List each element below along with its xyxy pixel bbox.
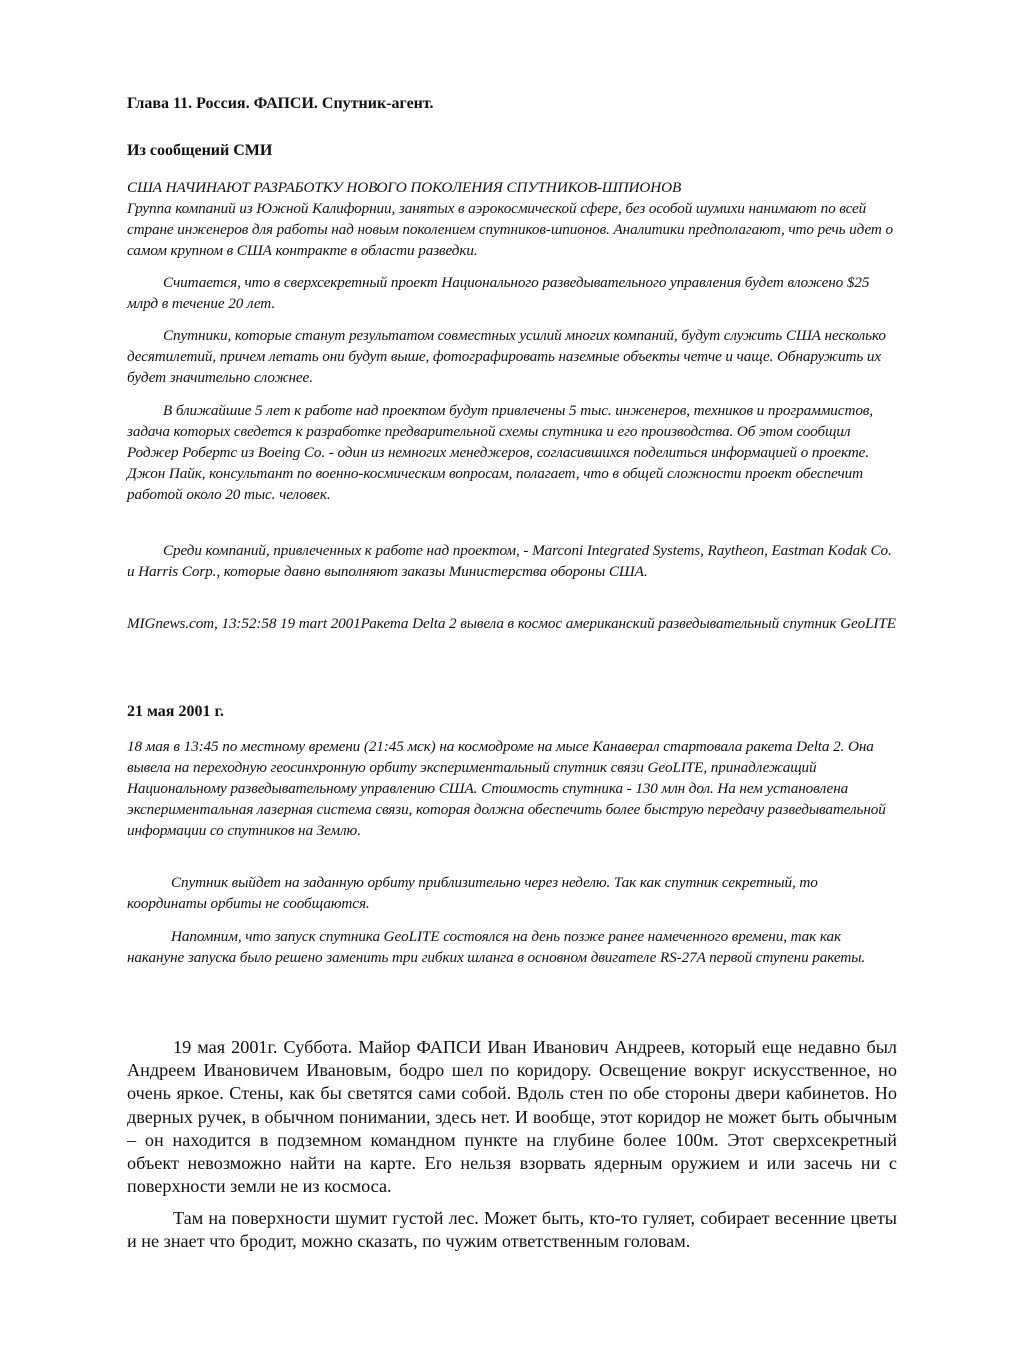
news-paragraph: Спутники, которые станут результатом совместных усилий многих компаний, будут служить США несколько десятилетий, причем летать они будут выше, фотографировать наземные объекты четче и чаще. Обнаружить их будет значительно сложнее. — [127, 327, 886, 386]
news-paragraph: Считается, что в сверхсекретный проект Национального разведывательного управления будет вложено $25 млрд в течение 20 лет. — [127, 274, 870, 312]
news-paragraph: Среди компаний, привлеченных к работе над проектом, - Marconi Integrated Systems, Raytheon, Eastman Kodak Co. и Harris Corp., которые давно выполняют заказы Министерства обороны США. — [127, 542, 892, 580]
story-paragraph: Там на поверхности шумит густой лес. Может быть, кто-то гуляет, собирает весенние цветы и не знает что бродит, можно сказать, по чужим ответственным головам. — [127, 1208, 897, 1252]
date-heading: 21 мая 2001 г. — [127, 703, 224, 720]
news-lead: Группа компаний из Южной Калифорнии, занятых в аэрокосмической сфере, без особой шумихи нанимают по всей стране инженеров для работы над новым поколением спутников-шпионов. Аналитики предполагают, что речь идет о самом крупном в США контракте в области разведки. — [127, 200, 893, 259]
news-paragraph: Напомним, что запуск спутника GeoLITE состоялся на день позже ранее намеченного времени, так как накануне запуска было решено заменить три гибких шланга в основном двигателе RS-27A первой ступени ракеты. — [127, 928, 866, 966]
news-paragraph: В ближайшие 5 лет к работе над проектом будут привлечены 5 тыс. инженеров, техников и программистов, задача которых сведется к разработке предварительной схемы спутника и его производства. Об этом сообщил Роджер Робертс из Boeing Co. - один из немногих менеджеров, согласившихся поделиться информацией о проекте. Джон Пайк, консультант по военно-космическим вопросам, полагает, что в общей сложности проект обеспечит работой около 20 тыс. человек. — [127, 402, 873, 503]
news-headline: США НАЧИНАЮТ РАЗРАБОТКУ НОВОГО ПОКОЛЕНИЯ СПУТНИКОВ-ШПИОНОВ — [127, 179, 682, 196]
news-paragraph: 18 мая в 13:45 по местному времени (21:45 мск) на космодроме на мысе Канаверал стартовала ракета Delta 2. Она вывела на переходную геосинхронную орбиту экспериментальный спутник связи GeoLITE, принадлежащий Национальному разведывательному управлению США. Стоимость спутника - 130 млн дол. На нем установлена экспериментальная лазерная система связи, которая должна обеспечить более быструю передачу разведывательной информации со спутников на Землю. — [127, 738, 886, 839]
chapter-title: Глава 11. Россия. ФАПСИ. Спутник-агент. — [127, 95, 434, 112]
news-source: MIGnews.com, 13:52:58 19 mart 2001Ракета Delta 2 вывела в космос американский разведывательный спутник GeoLITE — [127, 615, 896, 632]
news-paragraph: Спутник выйдет на заданную орбиту приблизительно через неделю. Так как спутник секретный, то координаты орбиты не сообщаются. — [127, 874, 818, 912]
media-heading: Из сообщений СМИ — [127, 142, 273, 159]
story-paragraph: 19 мая 2001г. Суббота. Майор ФАПСИ Иван Иванович Андреев, который еще недавно был Андреем Ивановичем Ивановым, бодро шел по коридору. Освещение вокруг искусственное, но очень яркое. Стены, как бы светятся сами собой. Вдоль стен по обе стороны двери кабинетов. Но дверных ручек, в обычном понимании, здесь нет. И вообще, этот коридор не может быть обычным – он находится в подземном командном пункте на глубине более 100м. Этот сверхсекретный объект невозможно найти на карте. Его нельзя взорвать ядерным оружием и или засечь ни с поверхности земли не из космоса. — [127, 1037, 897, 1197]
